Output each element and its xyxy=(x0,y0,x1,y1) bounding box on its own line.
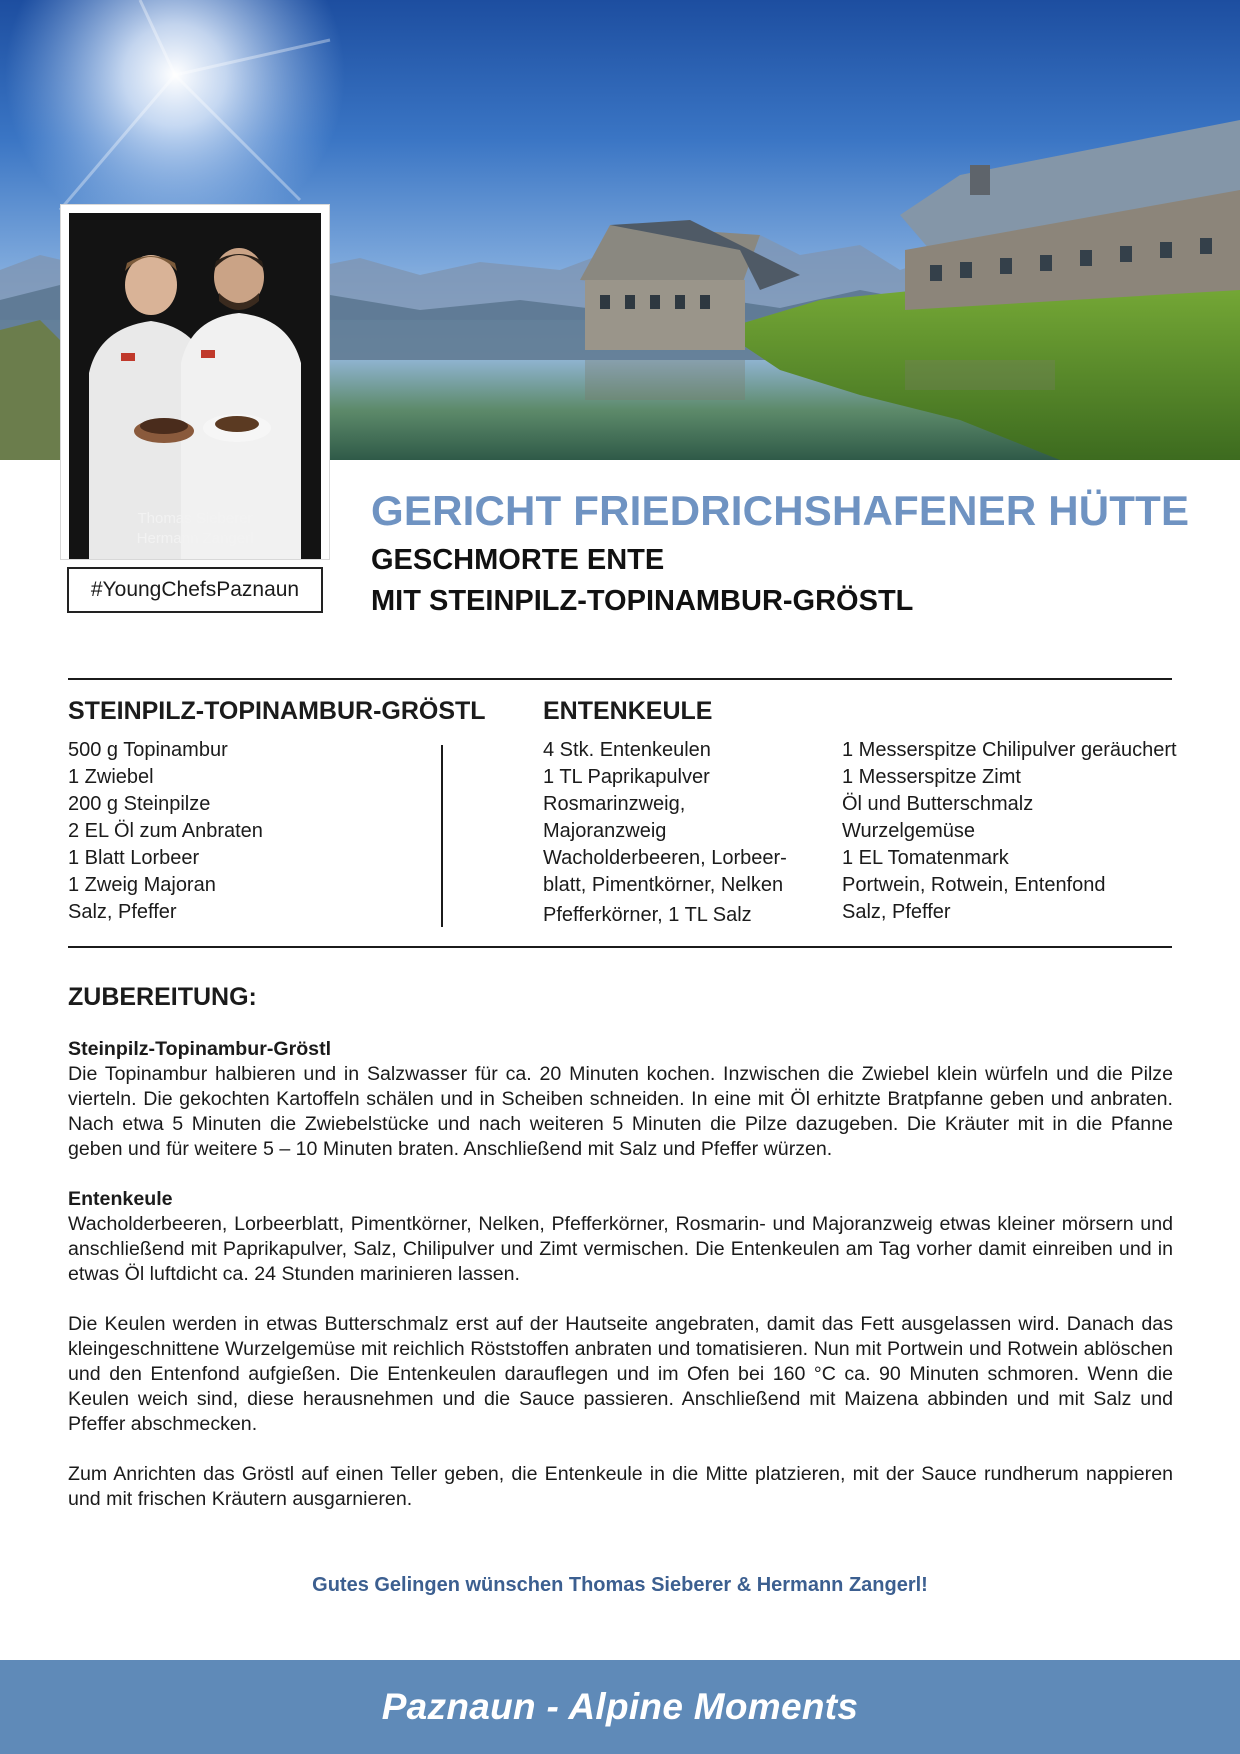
chef-name-2: Hermann Zangerl xyxy=(136,530,254,547)
list-item: Pfefferkörner, 1 TL Salz xyxy=(543,904,752,926)
list-item: 1 TL Paprikapulver xyxy=(543,766,710,788)
ingredients-groestl-list xyxy=(68,737,263,926)
dish-subtitle-line2: MIT STEINPILZ-TOPINAMBUR-GRÖSTL xyxy=(371,585,914,617)
list-item: Majoranzweig xyxy=(543,820,667,842)
ingredients-ente-heading: ENTENKEULE xyxy=(543,697,713,725)
ingredients-ente-list-1 xyxy=(543,737,787,929)
chefs-photo xyxy=(69,213,321,559)
list-item: 1 Zweig Majoran xyxy=(68,874,216,896)
two-chefs-illustration xyxy=(69,213,321,559)
dish-subtitle-line1: GESCHMORTE ENTE xyxy=(371,544,665,576)
list-item: 4 Stk. Entenkeulen xyxy=(543,739,711,761)
serving-instructions: Zum Anrichten das Gröstl auf einen Teller geben, die Entenkeule in die Mitte platzieren, mit der Sauce rundherum nappieren und mit frischen Kräutern ausgarnieren. xyxy=(68,1463,1173,1510)
ingredients-groestl-heading: STEINPILZ-TOPINAMBUR-GRÖSTL xyxy=(68,697,486,725)
ente-instructions-1: Wacholderbeeren, Lorbeerblatt, Pimentkörner, Nelken, Pfefferkörner, Rosmarin- und Majoranzweig etwas kleiner mörsern und anschließend mit Paprikapulver, Salz, Chilipulver und Zimt vermischen. Die Entenkeulen am Tag vorher damit einreiben und in etwas Öl luftdicht ca. 24 Stunden marinieren lassen. xyxy=(68,1213,1173,1285)
list-item: Wurzelgemüse xyxy=(842,820,976,842)
list-item: Salz, Pfeffer xyxy=(842,901,951,923)
divider-bottom xyxy=(68,946,1172,948)
closing-wish: Gutes Gelingen wünschen Thomas Sieberer & Hermann Zangerl! xyxy=(312,1574,928,1596)
ente-instructions-2: Die Keulen werden in etwas Butterschmalz erst auf der Hautseite angebraten, damit das Fett ausgelassen wird. Danach das kleingeschnittene Wurzelgemüse mit reichlich Röststoffen anbraten und tomatisieren. Nun mit Portwein und Rotwein ablöschen und den Entenfond aufgießen. Die Entenkeulen darauflegen und im Ofen bei 160 °C ca. 90 Minuten schmoren. Wenn die Keulen weich sind, diese herausnehmen und die Sauce passieren. Anschließend mit Maizena abbinden und mit Salz und Pfeffer abschmecken. xyxy=(68,1313,1173,1435)
column-divider xyxy=(441,745,443,927)
ingredients-ente-list-2 xyxy=(842,737,1177,926)
list-item: Öl und Butterschmalz xyxy=(842,793,1034,815)
list-item: 2 EL Öl zum Anbraten xyxy=(68,820,263,842)
list-item: blatt, Pimentkörner, Nelken xyxy=(543,874,784,896)
chefs-portrait-frame xyxy=(60,204,330,560)
ente-subheading: Entenkeule xyxy=(68,1188,173,1210)
list-item: 1 Messerspitze Chilipulver geräuchert xyxy=(842,739,1177,761)
list-item: Salz, Pfeffer xyxy=(68,901,177,923)
list-item: Wacholderbeeren, Lorbeer- xyxy=(543,847,787,869)
dish-subtitle xyxy=(371,540,913,622)
list-item: 500 g Topinambur xyxy=(68,739,228,761)
preparation-text xyxy=(68,1037,1173,1537)
chefs-names-caption xyxy=(69,509,321,549)
groestl-subheading: Steinpilz-Topinambur-Gröstl xyxy=(68,1038,332,1060)
page-title: GERICHT FRIEDRICHSHAFENER HÜTTE xyxy=(371,487,1190,534)
hashtag-label: #YoungChefsPaznaun xyxy=(67,567,323,613)
list-item: Portwein, Rotwein, Entenfond xyxy=(842,874,1106,896)
list-item: 1 Blatt Lorbeer xyxy=(68,847,200,869)
groestl-instructions: Die Topinambur halbieren und in Salzwasser für ca. 20 Minuten kochen. Inzwischen die Zwiebel klein würfeln und die Pilze vierteln. Die gekochten Kartoffeln schälen und in Scheiben schneiden. In eine mit Öl erhitzte Bratpfanne geben und anbraten. Nach etwa 5 Minuten die Zwiebelstücke und nach weiteren 5 Minuten die Pilze dazugeben. Die Kräuter mit in die Pfanne geben und für weitere 5 – 10 Minuten braten. Anschließend mit Salz und Pfeffer würzen. xyxy=(68,1063,1173,1160)
list-item: 1 EL Tomatenmark xyxy=(842,847,1009,869)
list-item: 1 Messerspitze Zimt xyxy=(842,766,1021,788)
divider-top xyxy=(68,678,1172,680)
preparation-heading: ZUBEREITUNG: xyxy=(68,983,257,1011)
list-item: Rosmarinzweig, xyxy=(543,793,686,815)
footer-banner xyxy=(0,1660,1240,1754)
list-item: 1 Zwiebel xyxy=(68,766,154,788)
chef-name-1: Thomas Sieberer xyxy=(137,510,253,527)
footer-slogan: Paznaun - Alpine Moments xyxy=(381,1686,859,1727)
list-item: 200 g Steinpilze xyxy=(68,793,211,815)
